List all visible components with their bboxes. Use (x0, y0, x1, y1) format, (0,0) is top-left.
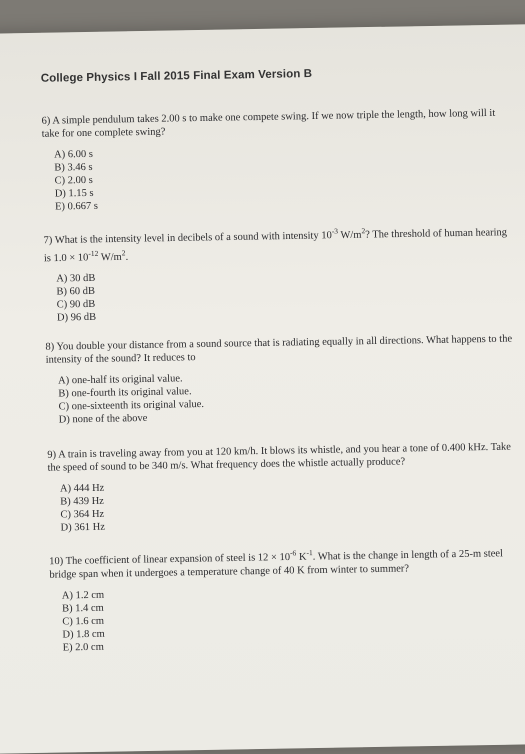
option-6e: E) 0.667 s (54, 200, 98, 213)
option-10d: D) 1.8 cm (62, 628, 105, 640)
option-6c: C) 2.00 s (54, 174, 93, 187)
question-9-text: 9) A train is traveling away from you at 120 km/h. It blows its whistle, and you hear a tone of 0.400 kHz. Take the speed of sound to be 340 m/s. What frequency does the whistle actually produce? (47, 441, 511, 474)
question-10-options (62, 581, 521, 654)
q7-sup-a: -3 (331, 226, 339, 236)
q7-text-a: 7) What is the intensity level in decibels of a sound with intensity 10 (43, 230, 332, 247)
question-7 (43, 222, 515, 325)
question-7-text (43, 222, 514, 265)
exam-header: College Physics I Fall 2015 Final Exam Version B (40, 68, 313, 85)
q7-sup-b: 2 (361, 226, 366, 236)
option-10c: C) 1.6 cm (62, 615, 105, 627)
question-8-options (58, 367, 517, 427)
q7-text-b: W/m (337, 229, 362, 242)
option-7c: C) 90 dB (56, 298, 96, 311)
option-10b: B) 1.4 cm (61, 602, 104, 614)
q7-text-e: . (125, 251, 129, 263)
option-7d: D) 96 dB (56, 311, 97, 324)
question-8 (45, 333, 516, 427)
question-9-options (60, 475, 519, 535)
option-10e: E) 2.0 cm (62, 641, 104, 653)
q10-text-b: K (296, 551, 307, 563)
question-10 (49, 542, 521, 654)
exam-paper (0, 24, 525, 754)
option-9d: D) 361 Hz (60, 521, 106, 534)
option-9a: A) 444 Hz (59, 482, 105, 495)
q7-sup-c: -12 (88, 248, 99, 258)
exam-content (41, 65, 521, 671)
option-7b: B) 60 dB (56, 285, 96, 298)
option-8d: D) none of the above (58, 412, 148, 426)
option-7a: A) 30 dB (56, 272, 96, 285)
option-9b: B) 439 Hz (60, 495, 105, 508)
q7-text-c: ? The threshold of human hearing is 1.0 × 10 (43, 227, 508, 264)
q7-text-d: W/m (98, 251, 122, 263)
option-6d: D) 1.15 s (54, 187, 94, 200)
q7-sup-d: 2 (121, 247, 126, 257)
question-6 (41, 107, 513, 214)
question-10-text (49, 542, 519, 581)
option-10a: A) 1.2 cm (61, 589, 105, 601)
option-8b: B) one-fourth its original value. (58, 386, 192, 400)
q10-sup-b: -1 (306, 548, 313, 558)
option-9c: C) 364 Hz (60, 508, 105, 521)
q10-sup-a: -6 (289, 548, 297, 558)
q10-text-a: 10) The coefficient of linear expansion of steel is 12 × 10 (49, 551, 291, 568)
question-9 (47, 441, 518, 535)
q10-text-c: . What is the change in length of a 25-m steel bridge span when it undergoes a temperature change of 40 K from winter to summer? (49, 548, 504, 581)
question-8-text: 8) You double your distance from a sound source that is radiating equally in all directions. What happens to the intensity of the sound? It reduces to (45, 333, 513, 366)
question-6-options (54, 141, 513, 214)
question-7-options (56, 265, 515, 325)
option-8a: A) one-half its original value. (57, 373, 183, 387)
option-6a: A) 6.00 s (54, 148, 94, 161)
question-6-text: 6) A simple pendulum takes 2.00 s to make one compete swing. If we now triple the length, how long will it take for one complete swing? (41, 107, 496, 140)
option-6b: B) 3.46 s (54, 161, 93, 174)
option-8c: C) one-sixteenth its original value. (58, 398, 205, 413)
